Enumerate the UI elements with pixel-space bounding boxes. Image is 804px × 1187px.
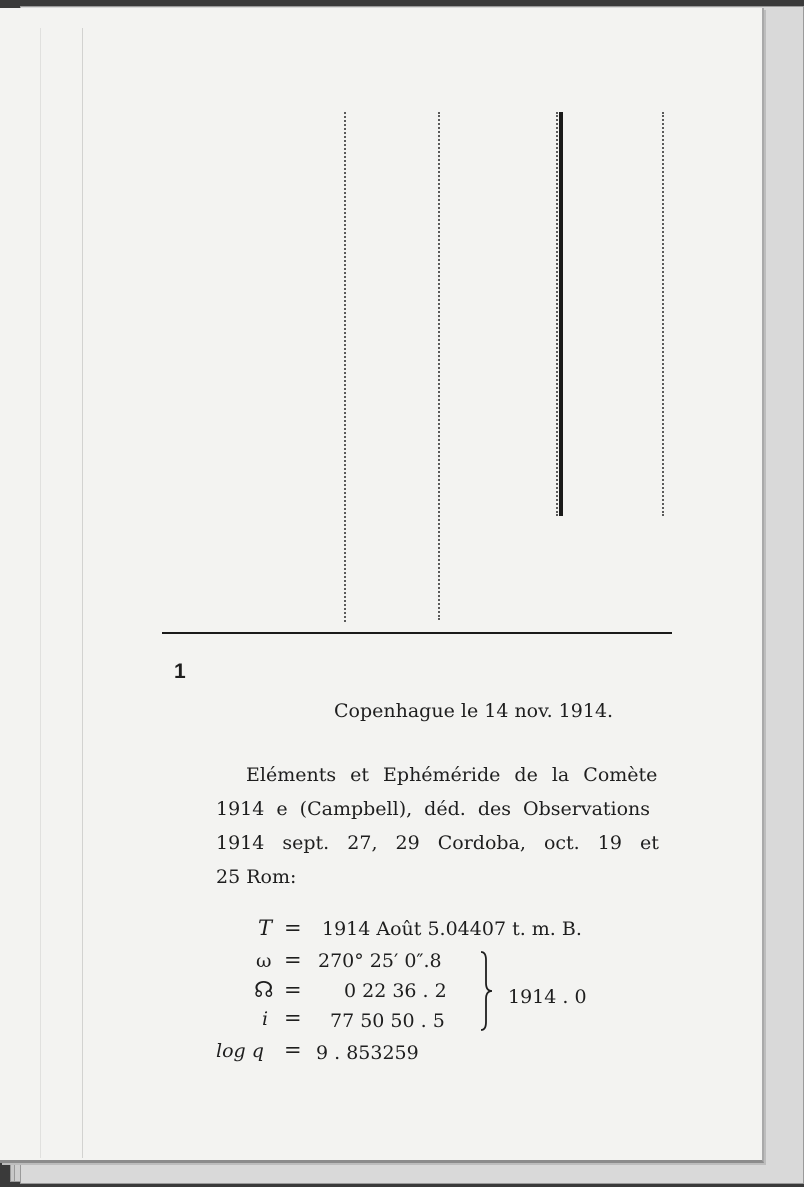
element-logq-symbol: log q <box>216 1040 264 1062</box>
equinox-label: 1914 . 0 <box>508 986 587 1008</box>
right-brace <box>478 950 494 1032</box>
paragraph-line: 1914 sept. 27, 29 Cordoba, oct. 19 et <box>216 832 659 854</box>
element-i-symbol: i <box>262 1008 269 1030</box>
spectral-line-dotted <box>662 112 664 516</box>
horizontal-rule <box>162 632 672 634</box>
element-i-equals: = <box>284 1006 302 1030</box>
element-omega-symbol: ω <box>256 950 272 972</box>
element-i-value: 77 50 50 . 5 <box>330 1010 445 1032</box>
paragraph-line: Eléments et Ephéméride de la Comète <box>246 764 658 786</box>
spectral-line-solid <box>559 112 563 516</box>
paragraph-line: 25 Rom: <box>216 866 297 888</box>
element-omega-value: 270° 25′ 0″.8 <box>318 950 442 972</box>
page-number: 1 <box>174 660 186 683</box>
element-omega-equals: = <box>284 948 302 972</box>
element-node-value: 0 22 36 . 2 <box>344 980 447 1002</box>
element-logq-equals: = <box>284 1038 302 1062</box>
element-logq-value: 9 . 853259 <box>316 1042 419 1064</box>
heading-paragraph <box>216 758 658 894</box>
element-T-symbol: T <box>258 916 273 940</box>
spectral-line-dotted <box>344 112 346 622</box>
page-crease <box>82 28 83 1158</box>
spectral-line-dotted <box>556 112 558 516</box>
dateline: Copenhague le 14 nov. 1914. <box>334 700 614 722</box>
page-crease <box>40 28 41 1158</box>
element-T-equals: = <box>284 916 302 940</box>
spectral-line-dotted <box>438 112 440 620</box>
element-node-equals: = <box>284 978 302 1002</box>
element-node-symbol: ☊ <box>254 978 274 1003</box>
paragraph-line: 1914 e (Campbell), déd. des Observations <box>216 798 651 820</box>
element-T-value: 1914 Août 5.04407 t. m. B. <box>322 918 582 940</box>
